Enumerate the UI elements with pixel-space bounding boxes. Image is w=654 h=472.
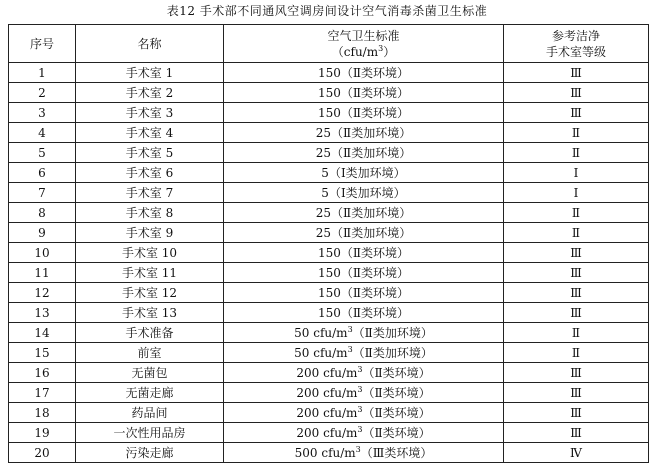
table-row	[9, 443, 649, 463]
row-air-standard	[224, 423, 504, 443]
row-air-class: （Ⅱ类加环境）	[331, 225, 412, 240]
row-name: 手术准备	[76, 323, 224, 343]
row-air-value: 200 cfu/m	[296, 405, 358, 420]
row-air-standard	[224, 243, 504, 263]
table-row	[9, 383, 649, 403]
row-air-standard	[224, 363, 504, 383]
row-air-standard	[224, 143, 504, 163]
row-air-value: 150	[317, 105, 341, 120]
row-air-standard	[224, 63, 504, 83]
table-row	[9, 403, 649, 423]
row-no: 20	[9, 443, 76, 463]
row-air-value: 50 cfu/m	[294, 325, 348, 340]
table-row	[9, 123, 649, 143]
row-air-class: （Ⅱ类环境）	[362, 425, 431, 440]
row-air-value: 500 cfu/m	[294, 445, 356, 460]
header-name: 名称	[76, 25, 224, 63]
row-air-standard	[224, 83, 504, 103]
row-name: 无菌包	[76, 363, 224, 383]
row-name: 无菌走廊	[76, 383, 224, 403]
table-row	[9, 183, 649, 203]
row-no: 13	[9, 303, 76, 323]
table-row	[9, 83, 649, 103]
row-air-standard	[224, 183, 504, 203]
row-grade: Ⅱ	[504, 203, 649, 223]
table-row	[9, 423, 649, 443]
row-name: 污染走廊	[76, 443, 224, 463]
row-name: 手术室 10	[76, 243, 224, 263]
row-air-value: 200 cfu/m	[296, 365, 358, 380]
row-name: 药品间	[76, 403, 224, 423]
table-row	[9, 223, 649, 243]
row-grade: Ⅱ	[504, 143, 649, 163]
row-air-standard	[224, 403, 504, 423]
table-row	[9, 343, 649, 363]
row-air-class: （Ⅱ类加环境）	[352, 325, 433, 340]
row-air-standard	[224, 123, 504, 143]
row-air-class: （Ⅱ类环境）	[362, 365, 431, 380]
row-name: 手术室 3	[76, 103, 224, 123]
row-grade: Ⅲ	[504, 63, 649, 83]
row-air-unit-exponent: 3	[357, 424, 363, 434]
row-air-class: （Ⅱ类环境）	[340, 285, 410, 300]
row-no: 15	[9, 343, 76, 363]
row-no: 18	[9, 403, 76, 423]
row-air-standard	[224, 443, 504, 463]
row-air-standard	[224, 263, 504, 283]
row-no: 19	[9, 423, 76, 443]
row-name: 手术室 2	[76, 83, 224, 103]
row-grade: Ⅰ	[504, 183, 649, 203]
table-row	[9, 63, 649, 83]
row-air-value: 25	[315, 145, 332, 160]
row-air-standard	[224, 203, 504, 223]
row-grade: Ⅲ	[504, 363, 649, 383]
row-name: 手术室 8	[76, 203, 224, 223]
row-air-class: （Ⅱ类环境）	[340, 305, 410, 320]
row-no: 11	[9, 263, 76, 283]
header-air-line2	[224, 44, 503, 60]
row-name: 手术室 12	[76, 283, 224, 303]
row-no: 5	[9, 143, 76, 163]
row-air-class: （Ⅱ类环境）	[340, 245, 410, 260]
row-air-value: 150	[317, 65, 341, 80]
row-no: 4	[9, 123, 76, 143]
row-grade: Ⅳ	[504, 443, 649, 463]
row-grade: Ⅱ	[504, 223, 649, 243]
table-row	[9, 303, 649, 323]
table-row	[9, 283, 649, 303]
table-row	[9, 143, 649, 163]
row-air-value: 150	[317, 265, 341, 280]
row-air-unit-exponent: 3	[357, 404, 363, 414]
row-air-class: （Ⅲ类环境）	[360, 445, 433, 460]
row-air-class: （Ⅱ类环境）	[340, 105, 410, 120]
row-grade: Ⅲ	[504, 383, 649, 403]
table-row	[9, 323, 649, 343]
row-air-unit-exponent: 3	[357, 384, 363, 394]
header-grade-line1: 参考洁净	[551, 28, 600, 43]
row-name: 手术室 7	[76, 183, 224, 203]
row-name: 前室	[76, 343, 224, 363]
table-row	[9, 363, 649, 383]
row-air-class: （Ⅱ类环境）	[362, 385, 431, 400]
row-no: 10	[9, 243, 76, 263]
row-grade: Ⅲ	[504, 243, 649, 263]
table-caption: 表12 手术部不同通风空调房间设计空气消毒杀菌卫生标准	[166, 4, 488, 18]
row-air-class: （Ⅱ类环境）	[340, 265, 410, 280]
row-no: 14	[9, 323, 76, 343]
header-air-line2-pre: （cfu/m	[331, 44, 379, 59]
row-air-standard	[224, 303, 504, 323]
row-air-class: （Ⅱ类环境）	[340, 85, 410, 100]
row-grade: Ⅱ	[504, 323, 649, 343]
row-air-value: 150	[317, 285, 341, 300]
row-name: 手术室 4	[76, 123, 224, 143]
table-row	[9, 163, 649, 183]
row-air-class: （Ⅱ类加环境）	[331, 125, 412, 140]
row-air-standard	[224, 223, 504, 243]
hygiene-standard-table	[8, 24, 649, 463]
row-no: 2	[9, 83, 76, 103]
row-air-standard	[224, 343, 504, 363]
table-row	[9, 203, 649, 223]
row-grade: Ⅲ	[504, 263, 649, 283]
row-grade: Ⅲ	[504, 103, 649, 123]
row-air-value: 25	[315, 125, 332, 140]
row-air-value: 200 cfu/m	[296, 425, 358, 440]
row-air-class: （Ⅱ类加环境）	[331, 145, 412, 160]
row-air-value: 150	[317, 85, 341, 100]
row-grade: Ⅲ	[504, 423, 649, 443]
row-name: 一次性用品房	[76, 423, 224, 443]
table-row	[9, 103, 649, 123]
row-name: 手术室 13	[76, 303, 224, 323]
row-no: 1	[9, 63, 76, 83]
row-air-standard	[224, 283, 504, 303]
row-no: 17	[9, 383, 76, 403]
row-air-value: 150	[317, 305, 341, 320]
row-no: 16	[9, 363, 76, 383]
row-grade: Ⅲ	[504, 283, 649, 303]
table-header-row	[9, 25, 649, 63]
row-air-unit-exponent: 3	[347, 324, 353, 334]
row-air-unit-exponent: 3	[357, 364, 363, 374]
row-air-value: 25	[315, 225, 332, 240]
row-no: 8	[9, 203, 76, 223]
header-grade	[504, 25, 649, 63]
row-air-value: 25	[315, 205, 332, 220]
row-grade: Ⅱ	[504, 123, 649, 143]
row-air-value: 5	[321, 165, 329, 180]
row-grade: Ⅲ	[504, 83, 649, 103]
row-air-standard	[224, 103, 504, 123]
row-name: 手术室 9	[76, 223, 224, 243]
row-grade: Ⅲ	[504, 403, 649, 423]
header-air-line2-post: ）	[383, 44, 396, 59]
row-air-class: （Ⅰ类加环境）	[328, 185, 406, 200]
header-no: 序号	[9, 25, 76, 63]
row-air-class: （Ⅱ类环境）	[340, 65, 410, 80]
row-air-value: 200 cfu/m	[296, 385, 358, 400]
row-air-class: （Ⅱ类环境）	[362, 405, 431, 420]
row-air-standard	[224, 323, 504, 343]
row-no: 9	[9, 223, 76, 243]
row-name: 手术室 6	[76, 163, 224, 183]
row-name: 手术室 5	[76, 143, 224, 163]
header-air-line2-sup: 3	[378, 43, 384, 53]
row-air-value: 50 cfu/m	[294, 345, 348, 360]
row-no: 6	[9, 163, 76, 183]
row-air-standard	[224, 383, 504, 403]
row-air-class: （Ⅱ类加环境）	[352, 345, 433, 360]
row-no: 7	[9, 183, 76, 203]
row-no: 12	[9, 283, 76, 303]
row-name: 手术室 1	[76, 63, 224, 83]
header-grade-line2: 手术室等级	[545, 44, 606, 59]
header-air-standard	[224, 25, 504, 63]
header-air-line1: 空气卫生标准	[327, 28, 400, 43]
row-air-unit-exponent: 3	[355, 444, 361, 454]
row-air-class: （Ⅰ类加环境）	[328, 165, 406, 180]
table-row	[9, 263, 649, 283]
row-air-unit-exponent: 3	[347, 344, 353, 354]
row-air-standard	[224, 163, 504, 183]
row-grade: Ⅰ	[504, 163, 649, 183]
row-air-value: 5	[321, 185, 329, 200]
row-grade: Ⅲ	[504, 303, 649, 323]
row-grade: Ⅱ	[504, 343, 649, 363]
row-air-class: （Ⅱ类加环境）	[331, 205, 412, 220]
row-air-value: 150	[317, 245, 341, 260]
row-name: 手术室 11	[76, 263, 224, 283]
table-row	[9, 243, 649, 263]
row-no: 3	[9, 103, 76, 123]
